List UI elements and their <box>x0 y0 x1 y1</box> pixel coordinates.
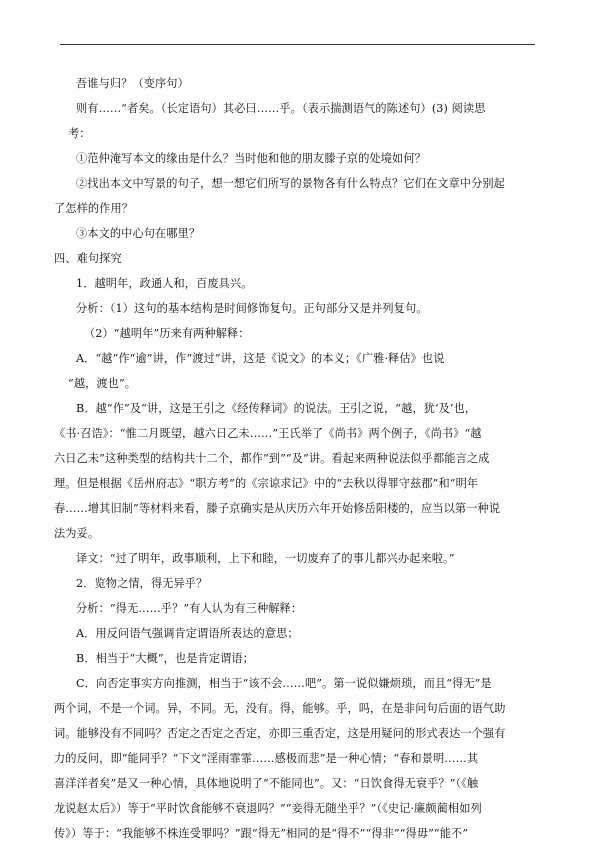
option-a: A．用反问语气强调肯定谓语所表达的意思； <box>76 627 299 640</box>
text-line: 六日乙未”这种类型的结构共十二个，都作“到”“及”讲。看起来两种说法似乎都能言之成 <box>54 452 490 465</box>
analysis-text: 分析：（1）这句的基本结构是时间修饰复句。正句部分又是并列复句。 <box>76 302 428 315</box>
header-rule <box>60 44 535 45</box>
analysis-text: 分析：“得无……乎？”有人认为有三种解释： <box>76 602 303 615</box>
text-line: 考： <box>68 127 91 140</box>
sentence-2: 2．览物之情，得无异乎？ <box>76 577 208 590</box>
question-3: ③本文的中心句在哪里？ <box>76 227 201 240</box>
question-2: ②找出本文中写景的句子，想一想它们所写的景物各有什么特点？它们在文章中分别起 <box>76 177 505 190</box>
sentence-1: 1．越明年，政通人和，百废具兴。 <box>76 277 253 290</box>
section-heading: 四、难句探究 <box>54 252 122 265</box>
text-line: 法为妥。 <box>54 527 100 540</box>
text-line: 喜洋洋者矣”是又一种心情，具体地说明了“不能同也”。又：“日饮食得无衰乎？”（《触 <box>54 777 479 790</box>
text-line: 力的反问，即“能同乎？”下文“淫雨霏霏……感极而悲”是一种心情；“春和景明……其 <box>54 752 479 765</box>
translation-text: 译文：“过了明年，政事顺利，上下和睦，一切废弃了的事儿都兴办起来啦。” <box>76 552 455 565</box>
text-line: 词。能够没有不同吗？否定之否定之否定，亦即三重否定，这是用疑问的形式表达一个强有 <box>54 727 506 740</box>
text-line: 龙说赵太后》）等于“平时饮食能够不衰退吗？”“妾得无随坐乎？”（《史记·廉颇蔺相如列 <box>54 802 482 815</box>
option-a: A．“越”作“逾”讲，作“渡过”讲，这是《说文》的本义；《广雅·释估》也说 <box>76 352 445 365</box>
text-line: 则有……“者矣。（长定语句）其必曰……乎。（表示揣测语气的陈述句）(3) 阅读思 <box>76 102 486 115</box>
text-line: 春……增其旧制”等材料来看，滕子京确实是从庆历六年开始修岳阳楼的，应当以第一种说 <box>54 502 501 515</box>
document-body <box>54 71 544 846</box>
text-line: 《书·召诰》：“惟二月既望，越六日乙未……”王氏举了《尚书》两个例子，《尚书》“越 <box>54 427 482 440</box>
analysis-text: （2）“越明年”历来有两种解释： <box>84 327 250 340</box>
text-line: 理。但是根据《岳州府志》“职方考”的《宗谅求记》中的“去秋以得罪守兹郡”和“明年 <box>54 477 479 490</box>
text-line: 传》）等于：“我能够不株连受罪吗？”跟“得无”相同的是“得不”“得非”“得毋”“能不” <box>54 827 469 840</box>
option-b: B．相当于“大概”，也是肯定谓语； <box>76 652 254 665</box>
question-1: ①范仲淹写本文的缘由是什么？当时他和他的朋友滕子京的处境如何？ <box>76 152 426 165</box>
option-b: B．越“作”及“讲，这是王引之《经传释词》的说法。王引之说，“越，犹‘及’也， <box>76 402 477 415</box>
text-line: 吾谁与归？（变序句） <box>76 77 189 90</box>
text-line: “越，渡也”。 <box>68 377 137 390</box>
text-line: 两个词，不是一个词。异，不同。无，没有。得，能够。乎，吗，在是非问句后面的语气助 <box>54 702 506 715</box>
option-c: C．向否定事实方向推测，相当于“该不会……吧”。第一说似嫌烦琐，而且“得无”是 <box>76 677 492 690</box>
text-line: 了怎样的作用？ <box>54 202 134 215</box>
